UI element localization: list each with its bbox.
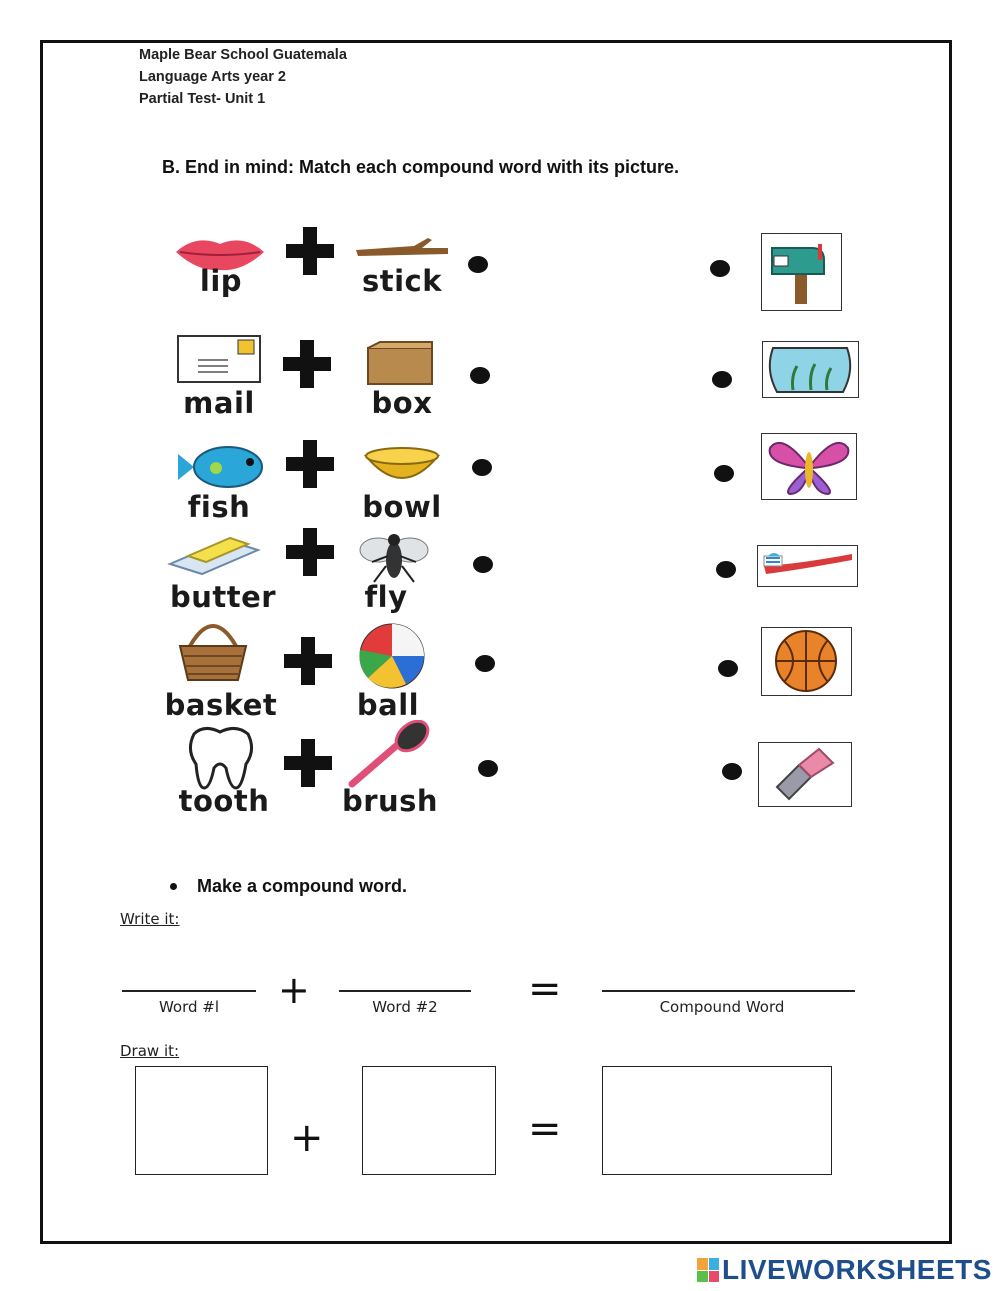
- instruction: B. End in mind: Match each compound word with its picture.: [162, 157, 680, 177]
- plus-icon: [286, 440, 334, 488]
- word1-line[interactable]: [122, 990, 256, 992]
- fishbowl-icon: [763, 342, 857, 396]
- draw-it-label: Draw it:: [120, 1042, 180, 1060]
- plus-icon: [284, 637, 332, 685]
- plus-icon: [286, 528, 334, 576]
- envelope-icon: [176, 334, 262, 384]
- answer-picture-2: [762, 341, 859, 398]
- word-tooth: tooth: [178, 784, 270, 818]
- school-name: Maple Bear School Guatemala: [139, 47, 347, 63]
- plus-icon: [284, 739, 332, 787]
- match-dot-left-4[interactable]: [473, 556, 493, 573]
- bullet-icon: [170, 883, 177, 890]
- word-lip: lip: [199, 264, 243, 298]
- compound-caption: Compound Word: [659, 998, 785, 1016]
- brand-grid-icon: [697, 1258, 719, 1282]
- match-dot-left-2[interactable]: [470, 367, 490, 384]
- hairbrush-icon: [346, 720, 436, 790]
- match-dot-left-3[interactable]: [472, 459, 492, 476]
- word-mail: mail: [183, 386, 255, 420]
- draw-box-compound[interactable]: [602, 1066, 832, 1175]
- stick-icon: [354, 236, 450, 262]
- answer-picture-5: [761, 627, 852, 696]
- answer-picture-6: [758, 742, 852, 807]
- match-dot-right-3[interactable]: [714, 465, 734, 482]
- box-icon: [366, 340, 434, 386]
- match-dot-right-2[interactable]: [712, 371, 732, 388]
- beach-ball-icon: [356, 622, 428, 690]
- plus-sign: +: [290, 1115, 324, 1161]
- mailbox-icon: [762, 234, 840, 309]
- word-brush: brush: [341, 784, 439, 818]
- word-bowl: bowl: [362, 490, 442, 524]
- word-box: box: [371, 386, 433, 420]
- compound-line[interactable]: [602, 990, 855, 992]
- word2-caption: Word #2: [372, 998, 438, 1016]
- match-dot-right-1[interactable]: [710, 260, 730, 277]
- fly-icon: [356, 526, 432, 588]
- answer-picture-1: [761, 233, 842, 311]
- bowl-icon: [364, 446, 440, 492]
- word2-line[interactable]: [339, 990, 471, 992]
- equals-sign: =: [528, 1106, 562, 1152]
- brand-text: LIVEWORKSHEETS: [722, 1254, 992, 1285]
- answer-picture-3: [761, 433, 857, 500]
- word-fly: fly: [364, 580, 408, 614]
- basket-icon: [176, 616, 250, 684]
- answer-picture-4: [757, 545, 858, 587]
- match-dot-right-6[interactable]: [722, 763, 742, 780]
- tooth-icon: [184, 724, 258, 792]
- word-fish: fish: [187, 490, 251, 524]
- plus-icon: [286, 227, 334, 275]
- match-dot-left-1[interactable]: [468, 256, 488, 273]
- equals-sign: =: [528, 966, 562, 1012]
- liveworksheets-logo: [697, 1254, 992, 1286]
- butterfly-icon: [762, 434, 855, 498]
- toothbrush-icon: [758, 546, 856, 585]
- fish-icon: [176, 444, 266, 490]
- course-name: Language Arts year 2: [139, 69, 286, 85]
- match-dot-right-5[interactable]: [718, 660, 738, 677]
- draw-box-word2[interactable]: [362, 1066, 496, 1175]
- word-butter: butter: [169, 580, 277, 614]
- basketball-icon: [762, 628, 850, 694]
- word-stick: stick: [361, 264, 443, 298]
- word-ball: ball: [356, 688, 420, 722]
- lipstick-icon: [759, 743, 850, 805]
- match-dot-left-5[interactable]: [475, 655, 495, 672]
- make-compound-instruction: Make a compound word.: [197, 876, 408, 896]
- draw-box-word1[interactable]: [135, 1066, 268, 1175]
- match-dot-right-4[interactable]: [716, 561, 736, 578]
- match-dot-left-6[interactable]: [478, 760, 498, 777]
- butter-icon: [166, 532, 262, 576]
- plus-sign: +: [278, 968, 310, 1012]
- test-name: Partial Test- Unit 1: [139, 91, 266, 107]
- write-it-label: Write it:: [120, 910, 180, 928]
- plus-icon: [283, 340, 331, 388]
- word-basket: basket: [164, 688, 278, 722]
- word1-caption: Word #l: [158, 998, 220, 1016]
